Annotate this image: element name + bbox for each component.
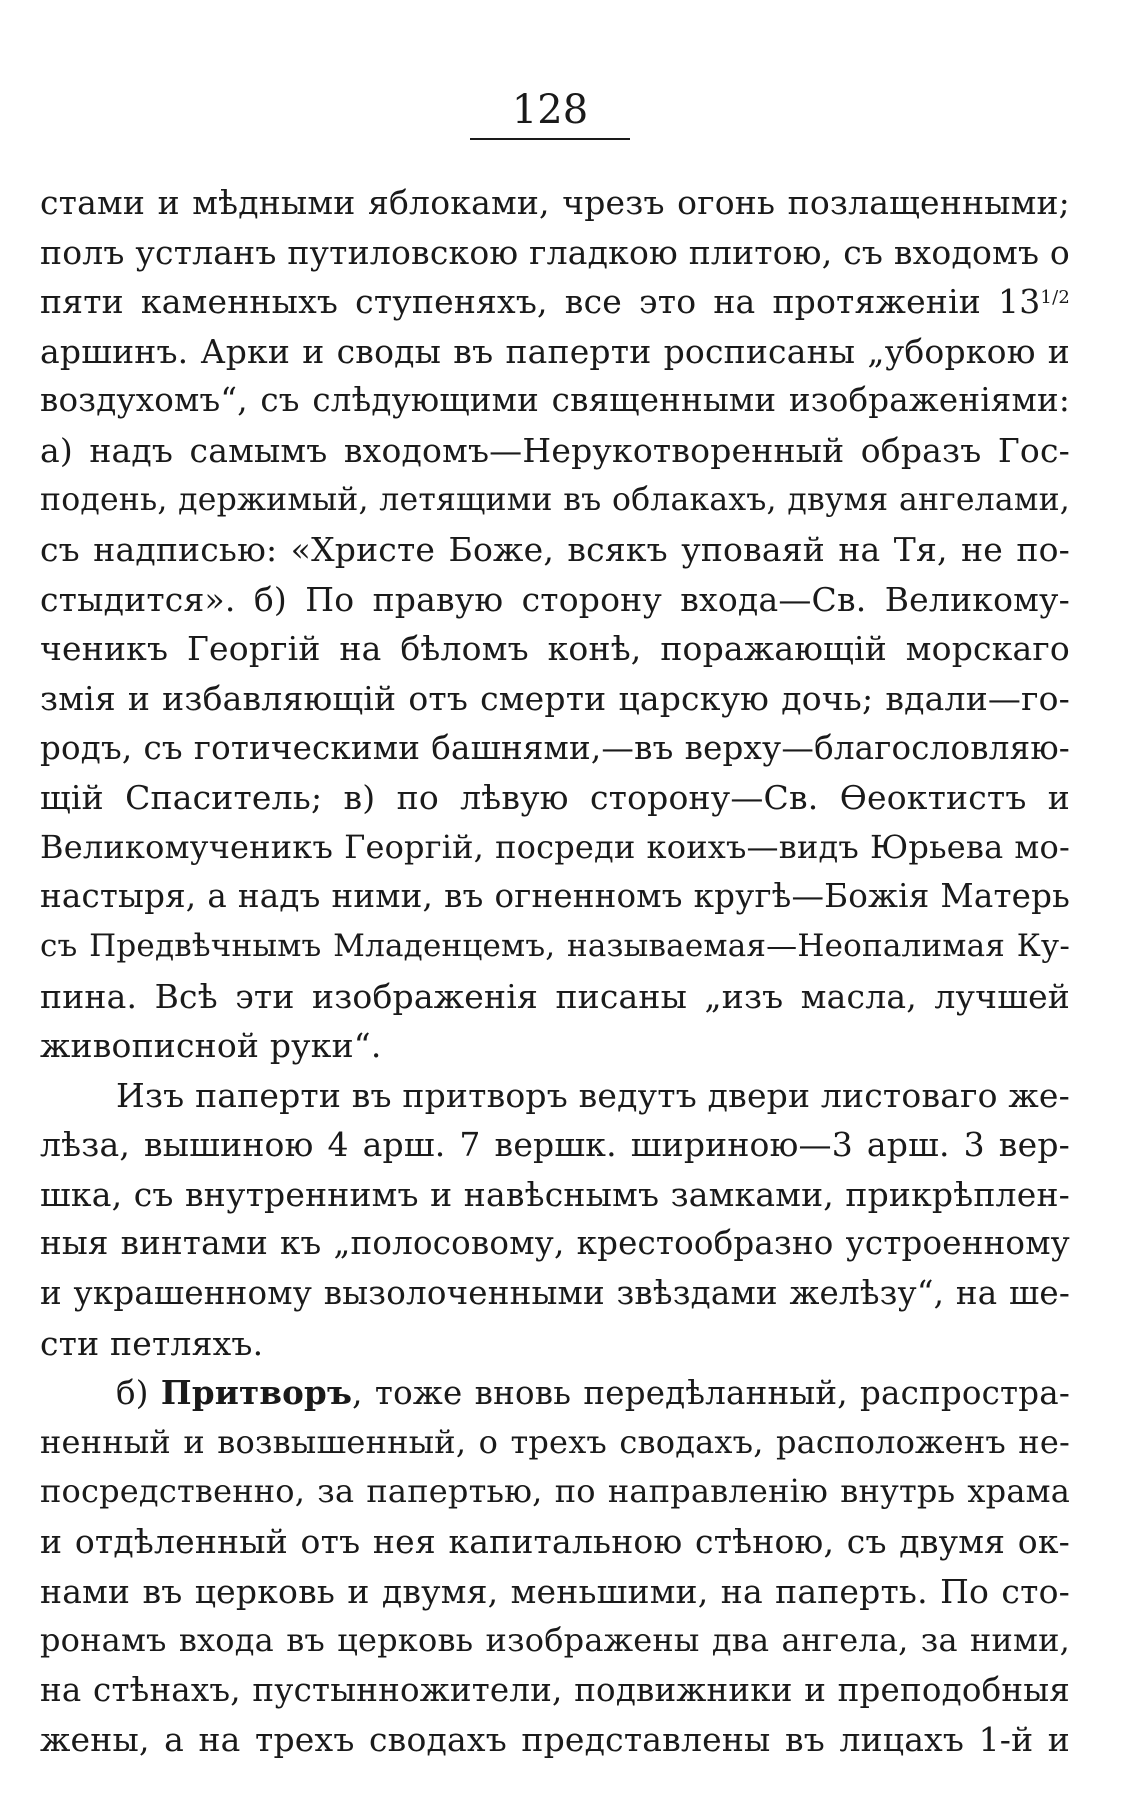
page-number: 128 [470, 88, 630, 140]
text-line: стыдится». б) По правую сторону входа—Св. Великому- [40, 579, 1070, 619]
body-text [40, 178, 1070, 1765]
text-line: съ надписью: «Христе Боже, всякъ уповаяй на Тя, не по- [40, 530, 1070, 570]
text-line: ныя винтами къ „полосовому, крестообразно устроенному [40, 1224, 1070, 1263]
text-line-main: , тоже вновь передѣланный, распростра- [352, 1374, 1070, 1413]
text-line: жены, а на трехъ сводахъ представлены въ лицахъ 1-й и [40, 1720, 1070, 1760]
text-line: воздухомъ“, съ слѣдующими священными изображеніями: [40, 381, 1070, 420]
text-line [40, 277, 1070, 327]
text-line-main: пяти каменныхъ ступеняхъ, все это на протяженіи 13 [40, 282, 1041, 322]
text-line: и украшенному вызолоченными звѣздами желѣзу“, на ше- [40, 1274, 1070, 1313]
text-line: щій Спаситель; в) по лѣвую сторону—Св. Ѳеоктистъ и [40, 778, 1070, 818]
text-line: нами въ церковь и двумя, меньшими, на паперть. По сто- [40, 1571, 1070, 1611]
fraction: 1/2 [1040, 287, 1070, 309]
text-line: съ Предвѣчнымъ Младенцемъ, называемая—Неопалимая Ку- [40, 927, 1070, 964]
text-line: подень, держимый, летящими въ облакахъ, двумя ангелами, [40, 481, 1070, 518]
text-line: ненный и возвышенный, о трехъ сводахъ, расположенъ не- [40, 1422, 1070, 1461]
text-line: и отдѣленный отъ нея капитальною стѣною, съ двумя ок- [40, 1522, 1070, 1562]
text-line: родъ, съ готическими башнями,—въ верху—благословляю- [40, 728, 1070, 767]
section-heading: Притворъ [160, 1373, 353, 1413]
text-line: а) надъ самымъ входомъ—Нерукотворенный образъ Гос- [40, 430, 1070, 470]
text-line: шка, съ внутреннимъ и навѣснымъ замками, прикрѣплен- [40, 1174, 1070, 1214]
text-line: живописной руки“. [40, 1026, 382, 1066]
text-line: ронамъ входа въ церковь изображены два ангела, за ними, [40, 1621, 1070, 1660]
text-line: ченикъ Георгій на бѣломъ конѣ, поражающій морскаго [40, 629, 1070, 669]
text-line: полъ устланъ путиловскою гладкою плитою, съ входомъ о [40, 232, 1070, 272]
text-line: посредственно, за папертью, по направленію внутрь храма [40, 1472, 1070, 1511]
text-line: пина. Всѣ эти изображенія писаны „изъ масла, лучшей [40, 976, 1070, 1016]
text-line: сти петляхъ. [40, 1323, 264, 1363]
text-line: настыря, а надъ ними, въ огненномъ кругѣ—Божія Матерь [40, 877, 1070, 916]
paragraph-prefix: б) [116, 1374, 161, 1413]
text-line: аршинъ. Арки и своды въ паперти росписаны „уборкою и [40, 331, 1070, 371]
text-line: Изъ паперти въ притворъ ведутъ двери листоваго же- [116, 1075, 1070, 1115]
text-line: лѣза, вышиною 4 арш. 7 вершк. шириною—3 арш. 3 вер- [40, 1125, 1070, 1165]
text-line: на стѣнахъ, пустынножители, подвижники и преподобныя [40, 1670, 1070, 1709]
text-line: змія и избавляющій отъ смерти царскую дочь; вдали—го- [40, 678, 1070, 718]
text-line: стами и мѣдными яблоками, чрезъ огонь позлащенными; [40, 183, 1070, 222]
text-line: Великомученикъ Георгій, посреди коихъ—видъ Юрьева мо- [40, 827, 1070, 866]
text-line [40, 1368, 1070, 1418]
